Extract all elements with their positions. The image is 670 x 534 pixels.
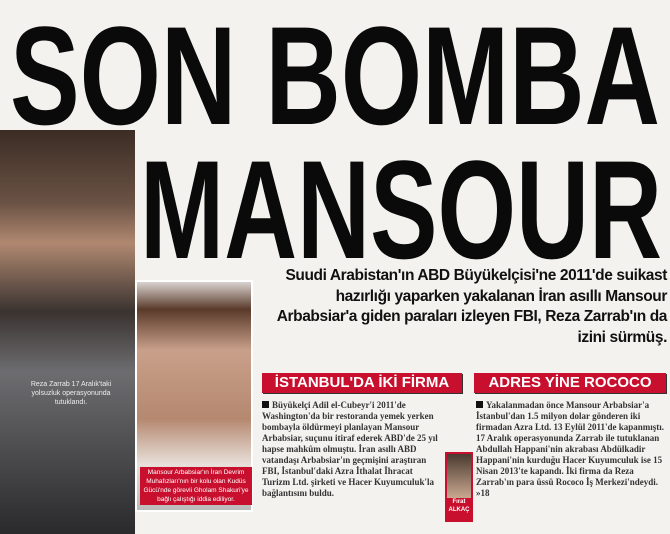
section-body: Büyükelçi Adil el-Cubeyr'i 2011'de Washington'da bir restoranda yemek yerken bombayla öldürmeyi planlayan Mansour Arbabsiar, suçunu itiraf ederek ABD'de 25 yıl hapse mahkûm olmuştu. İran asıllı ABD vatandaşı Arbabsiar'ın geçmişini araştıran FBI, İstanbul'daki Azra İthalat İhracat Turizm Ltd. şirketi ve Hacer Kuyumculuk'la bağlantısını buldu.	[262, 400, 438, 498]
author-first-name: Fırat	[452, 499, 466, 505]
section-title-1: İSTANBUL'DA İKİ FİRMA	[262, 373, 462, 393]
headline-line2: MANSOUR	[140, 131, 662, 266]
section-text-1	[262, 400, 440, 499]
author-photo	[447, 454, 471, 498]
headline	[0, 0, 670, 266]
author-last-name: ALKAÇ	[448, 507, 470, 513]
section-title-2: ADRES YİNE ROCOCO	[474, 373, 666, 393]
section-body: Yakalanmadan önce Mansour Arbabsiar'a İstanbul'dan 1.5 milyon dolar gönderen iki firmadan Azra Ltd. 13 Eylül 2011'de kapanmıştı. 17 Aralık operasyonunda Zarrab ile tutuklanan Abdullah Happani'nin akrabası Abdülkadir Happani'nin kurduğu Hacer Kuyumculuk ise 15 Nisan 2013'te kapandı. İki firma da Reza Zarrab'ın para üssü Rococo İş Merkezi'ndeydi. »18	[476, 400, 665, 498]
photo-right-caption: Mansour Arbabsiar'ın İran Devrim Muhafızları'nın bir kolu olan Kudüs Gücü'nde görevli Gholam Shakuri'ye bağlı çalıştığı iddia ediliyor.	[140, 467, 252, 505]
author-box	[445, 452, 473, 522]
photo-left-caption: Reza Zarrab 17 Aralık'taki yolsuzluk operasyonunda tutuklandı.	[30, 381, 112, 406]
subheadline: Suudi Arabistan'ın ABD Büyükelçisi'ne 2011'de suikast hazırlığı yaparken yakalanan İran asıllı Mansour Arbabsiar'a giden paraları izleyen FBI, Reza Zarrab'ın da izini sürmüş.	[276, 267, 667, 346]
headline-line1: SON BOMBA	[10, 0, 660, 154]
section-text-2	[476, 400, 666, 499]
